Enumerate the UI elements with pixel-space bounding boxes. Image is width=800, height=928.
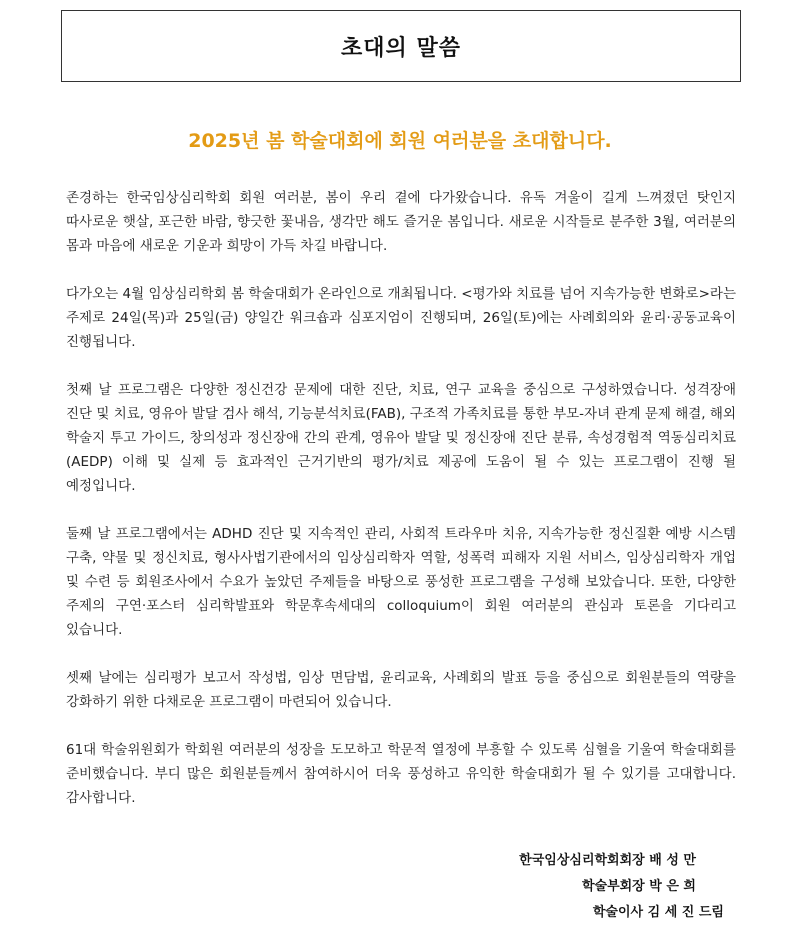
signature-director: 학술이사 김 세 진 드림 <box>592 905 724 920</box>
title-box <box>61 10 741 82</box>
paragraph-day-two: 둘째 날 프로그램에서는 ADHD 진단 및 지속적인 관리, 사회적 트라우마 치유, 지속가능한 정신질환 예방 시스템 구축, 약물 및 정신치료, 형사사법기관에서의 임상심리학자 역할, 성폭력 피해자 지원 서비스, 임상심리학자 개업 및 수련 등 회원조사에서 수요가 높았던 주제들을 바탕으로 풍성한 프로그램을 구성해 보았습니다. 또한, 다양한 주제의 구연·포스터 심리학발표와 학문후속세대의 colloquium이 회원 여러분의 관심과 토론을 기다리고 있습니다. <box>66 526 736 638</box>
paragraph-closing: 61대 학술위원회가 학회원 여러분의 성장을 도모하고 학문적 열정에 부흥할 수 있도록 심혈을 기울여 학술대회를 준비했습니다. 부디 많은 회원분들께서 참여하시어 더욱 풍성하고 유익한 학술대회가 될 수 있기를 고대합니다. 감사합니다. <box>66 742 736 806</box>
headline: 2025년 봄 학술대회에 회원 여러분을 초대합니다. <box>188 130 612 152</box>
paragraph-day-three: 셋째 날에는 심리평가 보고서 작성법, 임상 면담법, 윤리교육, 사례회의 발표 등을 중심으로 회원분들의 역량을 강화하기 위한 다채로운 프로그램이 마련되어 있습니다. <box>66 670 736 710</box>
signature-block <box>519 848 724 926</box>
paragraph-greeting: 존경하는 한국임상심리학회 회원 여러분, 봄이 우리 곁에 다가왔습니다. 유독 겨울이 길게 느껴졌던 탓인지 따사로운 햇살, 포근한 바람, 향긋한 꽃내음, 생각만 해도 즐거운 봄입니다. 새로운 시작들로 분주한 3월, 여러분의 몸과 마음에 새로운 기운과 희망이 가득 차길 바랍니다. <box>66 190 736 254</box>
paragraph-announcement: 다가오는 4월 임상심리학회 봄 학술대회가 온라인으로 개최됩니다. <평가와 치료를 넘어 지속가능한 변화로>라는 주제로 24일(목)과 25일(금) 양일간 워크숍과 심포지엄이 진행되며, 26일(토)에는 사례회의와 윤리·공동교육이 진행됩니다. <box>66 286 736 350</box>
page-title: 초대의 말씀 <box>341 35 461 61</box>
paragraph-day-one: 첫째 날 프로그램은 다양한 정신건강 문제에 대한 진단, 치료, 연구 교육을 중심으로 구성하였습니다. 성격장애 진단 및 치료, 영유아 발달 검사 해석, 기능분석치료(FAB), 구조적 가족치료를 통한 부모-자녀 관계 문제 해결, 해외 학술지 투고 가이드, 창의성과 정신장애 간의 관계, 영유아 발달 및 정신장애 진단 분류, 속성경험적 역동심리치료(AEDP) 이해 및 실제 등 효과적인 근거기반의 평가/치료 제공에 도움이 될 수 있는 프로그램이 진행 될 예정입니다. <box>66 382 736 494</box>
letter-body <box>66 186 736 834</box>
signature-president: 한국임상심리학회회장 배 성 만 <box>519 853 696 868</box>
signature-vice-president: 학술부회장 박 은 희 <box>581 879 696 894</box>
